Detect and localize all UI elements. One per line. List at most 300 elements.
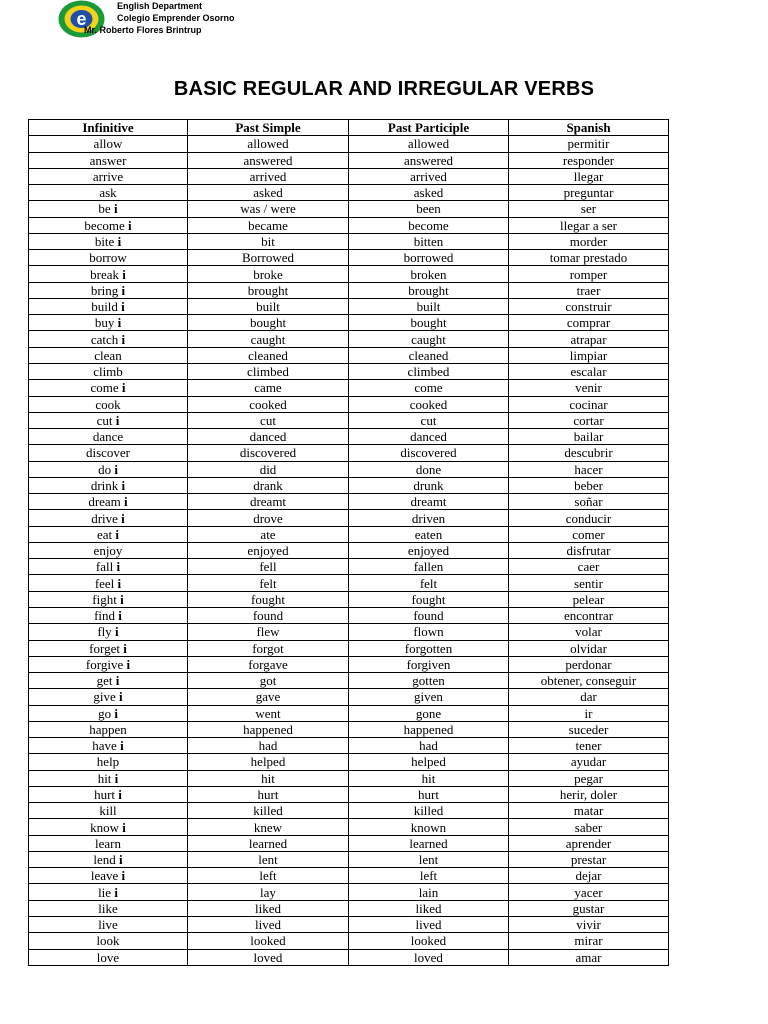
table-row: [29, 705, 669, 721]
infinitive-cell: [29, 770, 188, 786]
infinitive-cell: [29, 689, 188, 705]
past-simple-cell: helped: [188, 754, 349, 770]
past-simple-cell: cooked: [188, 396, 349, 412]
infinitive-cell: [29, 900, 188, 916]
infinitive-cell: [29, 250, 188, 266]
spanish-cell: beber: [509, 477, 669, 493]
table-row: [29, 949, 669, 965]
spanish-cell: dar: [509, 689, 669, 705]
irregular-marker: i: [116, 559, 121, 575]
table-row: [29, 494, 669, 510]
infinitive-text: hurt: [94, 787, 116, 803]
past-participle-cell: cut: [349, 412, 509, 428]
past-participle-cell: caught: [349, 331, 509, 347]
past-simple-cell: left: [188, 868, 349, 884]
infinitive-text: bite: [94, 233, 115, 249]
spanish-cell: comer: [509, 526, 669, 542]
past-participle-cell: learned: [349, 835, 509, 851]
past-simple-cell: went: [188, 705, 349, 721]
table-row: [29, 477, 669, 493]
spanish-cell: obtener, conseguir: [509, 673, 669, 689]
past-simple-cell: drank: [188, 477, 349, 493]
past-participle-cell: brought: [349, 282, 509, 298]
past-participle-cell: found: [349, 607, 509, 623]
past-participle-cell: gotten: [349, 673, 509, 689]
table-row: [29, 185, 669, 201]
spanish-cell: limpiar: [509, 347, 669, 363]
infinitive-text: borrow: [89, 250, 127, 266]
past-participle-cell: loved: [349, 949, 509, 965]
spanish-cell: vivir: [509, 917, 669, 933]
past-simple-cell: knew: [188, 819, 349, 835]
past-participle-cell: lent: [349, 851, 509, 867]
spanish-cell: hacer: [509, 461, 669, 477]
past-participle-cell: done: [349, 461, 509, 477]
past-simple-cell: bit: [188, 233, 349, 249]
past-simple-cell: gave: [188, 689, 349, 705]
infinitive-cell: [29, 754, 188, 770]
irregular-marker: i: [121, 510, 125, 526]
infinitive-text: discover: [85, 445, 131, 461]
infinitive-text: allow: [93, 136, 123, 152]
infinitive-cell: [29, 380, 188, 396]
irregular-marker: i: [119, 689, 123, 705]
past-simple-cell: lived: [188, 917, 349, 933]
past-participle-cell: become: [349, 217, 509, 233]
infinitive-text: leave: [90, 868, 119, 884]
past-simple-cell: killed: [188, 803, 349, 819]
spanish-cell: traer: [509, 282, 669, 298]
infinitive-text: do: [98, 461, 112, 477]
infinitive-text: become: [84, 217, 125, 233]
irregular-marker: i: [114, 461, 118, 477]
infinitive-cell: [29, 526, 188, 542]
table-row: [29, 738, 669, 754]
past-participle-cell: lain: [349, 884, 509, 900]
infinitive-cell: [29, 412, 188, 428]
infinitive-text: arrive: [92, 168, 124, 184]
infinitive-cell: [29, 331, 188, 347]
infinitive-cell: [29, 152, 188, 168]
irregular-marker: i: [118, 787, 122, 803]
table-row: [29, 656, 669, 672]
infinitive-text: dream: [88, 494, 121, 510]
irregular-marker: i: [126, 656, 131, 672]
spanish-cell: descubrir: [509, 445, 669, 461]
past-simple-cell: happened: [188, 721, 349, 737]
spanish-cell: romper: [509, 266, 669, 282]
infinitive-cell: [29, 624, 188, 640]
table-row: [29, 510, 669, 526]
infinitive-text: build: [91, 299, 118, 315]
infinitive-text: go: [98, 705, 112, 721]
table-row: [29, 266, 669, 282]
spanish-cell: herir, doler: [509, 786, 669, 802]
past-participle-cell: bitten: [349, 233, 509, 249]
infinitive-cell: [29, 298, 188, 314]
infinitive-text: get: [96, 673, 113, 689]
table-row: [29, 835, 669, 851]
infinitive-cell: [29, 803, 188, 819]
past-participle-cell: fought: [349, 591, 509, 607]
table-row: [29, 315, 669, 331]
infinitive-cell: [29, 477, 188, 493]
infinitive-cell: [29, 445, 188, 461]
infinitive-cell: [29, 656, 188, 672]
spanish-cell: disfrutar: [509, 542, 669, 558]
spanish-cell: saber: [509, 819, 669, 835]
irregular-marker: i: [114, 705, 118, 721]
infinitive-text: live: [98, 917, 118, 933]
infinitive-cell: [29, 575, 188, 591]
past-participle-cell: allowed: [349, 136, 509, 152]
irregular-marker: i: [121, 380, 126, 396]
past-simple-cell: enjoyed: [188, 542, 349, 558]
infinitive-text: cut: [96, 412, 113, 428]
infinitive-text: like: [98, 900, 118, 916]
infinitive-cell: [29, 559, 188, 575]
table-row: [29, 445, 669, 461]
infinitive-text: eat: [96, 526, 113, 542]
infinitive-text: kill: [99, 803, 117, 819]
past-participle-cell: arrived: [349, 168, 509, 184]
past-participle-cell: hit: [349, 770, 509, 786]
infinitive-text: drink: [90, 477, 119, 493]
infinitive-text: hit: [97, 770, 112, 786]
infinitive-cell: [29, 282, 188, 298]
table-row: [29, 868, 669, 884]
infinitive-cell: [29, 233, 188, 249]
past-simple-cell: found: [188, 607, 349, 623]
infinitive-cell: [29, 868, 188, 884]
infinitive-cell: [29, 185, 188, 201]
table-row: [29, 363, 669, 379]
table-row: [29, 689, 669, 705]
past-participle-cell: fallen: [349, 559, 509, 575]
infinitive-text: be: [98, 201, 111, 217]
table-row: [29, 542, 669, 558]
infinitive-cell: [29, 835, 188, 851]
past-simple-cell: came: [188, 380, 349, 396]
infinitive-text: dance: [92, 429, 124, 445]
past-simple-cell: caught: [188, 331, 349, 347]
table-row: [29, 233, 669, 249]
past-simple-cell: dreamt: [188, 494, 349, 510]
past-simple-cell: was / were: [188, 201, 349, 217]
spanish-cell: responder: [509, 152, 669, 168]
spanish-cell: ir: [509, 705, 669, 721]
table-row: [29, 575, 669, 591]
past-simple-cell: allowed: [188, 136, 349, 152]
irregular-marker: i: [115, 412, 120, 428]
table-row: [29, 851, 669, 867]
past-participle-cell: enjoyed: [349, 542, 509, 558]
table-row: [29, 412, 669, 428]
table-row: [29, 917, 669, 933]
table-row: [29, 298, 669, 314]
past-simple-cell: built: [188, 298, 349, 314]
infinitive-cell: [29, 673, 188, 689]
past-simple-cell: forgot: [188, 640, 349, 656]
infinitive-text: lend: [93, 852, 116, 868]
table-row: [29, 136, 669, 152]
infinitive-text: climb: [93, 364, 123, 380]
infinitive-text: know: [90, 819, 119, 835]
column-header-spanish: Spanish: [509, 120, 669, 136]
infinitive-cell: [29, 347, 188, 363]
irregular-marker: i: [120, 738, 124, 754]
past-simple-cell: learned: [188, 835, 349, 851]
past-participle-cell: borrowed: [349, 250, 509, 266]
past-simple-cell: looked: [188, 933, 349, 949]
infinitive-cell: [29, 705, 188, 721]
infinitive-cell: [29, 819, 188, 835]
past-participle-cell: danced: [349, 429, 509, 445]
column-header-infinitive: Infinitive: [29, 120, 188, 136]
irregular-marker: i: [117, 315, 122, 331]
infinitive-cell: [29, 461, 188, 477]
infinitive-cell: [29, 315, 188, 331]
past-participle-cell: been: [349, 201, 509, 217]
infinitive-cell: [29, 721, 188, 737]
infinitive-text: find: [94, 608, 116, 624]
infinitive-cell: [29, 542, 188, 558]
irregular-marker: i: [124, 494, 128, 510]
irregular-marker: i: [118, 608, 122, 624]
infinitive-text: buy: [94, 315, 115, 331]
spanish-cell: pelear: [509, 591, 669, 607]
spanish-cell: conducir: [509, 510, 669, 526]
infinitive-cell: [29, 640, 188, 656]
past-participle-cell: known: [349, 819, 509, 835]
past-simple-cell: became: [188, 217, 349, 233]
department-label: English Department: [117, 1, 203, 11]
spanish-cell: llegar a ser: [509, 217, 669, 233]
past-simple-cell: asked: [188, 185, 349, 201]
table-row: [29, 624, 669, 640]
irregular-marker: i: [123, 640, 127, 656]
spanish-cell: construir: [509, 298, 669, 314]
past-simple-cell: lent: [188, 851, 349, 867]
past-participle-cell: gone: [349, 705, 509, 721]
infinitive-text: fight: [92, 591, 117, 607]
infinitive-cell: [29, 396, 188, 412]
infinitive-cell: [29, 201, 188, 217]
table-row: [29, 168, 669, 184]
table-row: [29, 347, 669, 363]
infinitive-text: forget: [89, 640, 120, 656]
spanish-cell: ser: [509, 201, 669, 217]
spanish-cell: bailar: [509, 429, 669, 445]
irregular-marker: i: [115, 673, 120, 689]
past-simple-cell: loved: [188, 949, 349, 965]
irregular-marker: i: [122, 819, 126, 835]
past-participle-cell: liked: [349, 900, 509, 916]
table-row: [29, 429, 669, 445]
irregular-marker: i: [121, 282, 126, 298]
spanish-cell: preguntar: [509, 185, 669, 201]
past-simple-cell: discovered: [188, 445, 349, 461]
spanish-cell: atrapar: [509, 331, 669, 347]
table-body: [29, 136, 669, 966]
table-row: [29, 282, 669, 298]
infinitive-cell: [29, 168, 188, 184]
past-participle-cell: climbed: [349, 363, 509, 379]
past-simple-cell: answered: [188, 152, 349, 168]
past-participle-cell: come: [349, 380, 509, 396]
irregular-marker: i: [120, 591, 124, 607]
school-name: Colegio Emprender Osorno: [117, 13, 235, 23]
infinitive-text: look: [96, 933, 120, 949]
spanish-cell: suceder: [509, 721, 669, 737]
infinitive-text: happen: [89, 721, 127, 737]
infinitive-text: help: [96, 754, 120, 770]
spanish-cell: dejar: [509, 868, 669, 884]
infinitive-cell: [29, 949, 188, 965]
irregular-marker: i: [114, 884, 118, 900]
past-participle-cell: killed: [349, 803, 509, 819]
irregular-marker: i: [121, 299, 125, 315]
past-simple-cell: hit: [188, 770, 349, 786]
table-header-row: [29, 120, 669, 136]
past-simple-cell: flew: [188, 624, 349, 640]
spanish-cell: amar: [509, 949, 669, 965]
past-simple-cell: fought: [188, 591, 349, 607]
past-participle-cell: cooked: [349, 396, 509, 412]
spanish-cell: encontrar: [509, 607, 669, 623]
table-row: [29, 461, 669, 477]
past-simple-cell: liked: [188, 900, 349, 916]
infinitive-text: answer: [89, 152, 127, 168]
table-row: [29, 396, 669, 412]
infinitive-cell: [29, 217, 188, 233]
infinitive-text: enjoy: [93, 543, 123, 559]
past-simple-cell: danced: [188, 429, 349, 445]
table-row: [29, 250, 669, 266]
infinitive-text: drive: [91, 510, 118, 526]
spanish-cell: permitir: [509, 136, 669, 152]
spanish-cell: mirar: [509, 933, 669, 949]
past-participle-cell: bought: [349, 315, 509, 331]
spanish-cell: caer: [509, 559, 669, 575]
past-participle-cell: had: [349, 738, 509, 754]
past-participle-cell: felt: [349, 575, 509, 591]
infinitive-cell: [29, 494, 188, 510]
spanish-cell: cortar: [509, 412, 669, 428]
spanish-cell: yacer: [509, 884, 669, 900]
past-simple-cell: forgave: [188, 656, 349, 672]
past-participle-cell: dreamt: [349, 494, 509, 510]
spanish-cell: gustar: [509, 900, 669, 916]
table-row: [29, 201, 669, 217]
spanish-cell: ayudar: [509, 754, 669, 770]
infinitive-text: learn: [95, 835, 121, 851]
table-row: [29, 591, 669, 607]
table-row: [29, 786, 669, 802]
spanish-cell: tomar prestado: [509, 250, 669, 266]
table-row: [29, 819, 669, 835]
past-participle-cell: looked: [349, 933, 509, 949]
infinitive-text: love: [96, 949, 120, 965]
past-simple-cell: felt: [188, 575, 349, 591]
infinitive-text: ask: [99, 185, 117, 201]
infinitive-cell: [29, 136, 188, 152]
infinitive-text: break: [90, 266, 119, 282]
irregular-marker: i: [128, 217, 132, 233]
table-row: [29, 803, 669, 819]
spanish-cell: aprender: [509, 835, 669, 851]
spanish-cell: llegar: [509, 168, 669, 184]
spanish-cell: soñar: [509, 494, 669, 510]
table-row: [29, 152, 669, 168]
verbs-table: [28, 119, 669, 966]
past-participle-cell: discovered: [349, 445, 509, 461]
past-simple-cell: drove: [188, 510, 349, 526]
spanish-cell: tener: [509, 738, 669, 754]
past-simple-cell: cleaned: [188, 347, 349, 363]
past-participle-cell: left: [349, 868, 509, 884]
past-participle-cell: flown: [349, 624, 509, 640]
past-participle-cell: eaten: [349, 526, 509, 542]
page-title: BASIC REGULAR AND IRREGULAR VERBS: [173, 78, 595, 100]
irregular-marker: i: [121, 477, 126, 493]
past-simple-cell: cut: [188, 412, 349, 428]
past-simple-cell: Borrowed: [188, 250, 349, 266]
past-participle-cell: helped: [349, 754, 509, 770]
infinitive-text: feel: [94, 575, 115, 591]
irregular-marker: i: [114, 770, 119, 786]
infinitive-cell: [29, 510, 188, 526]
irregular-marker: i: [121, 868, 126, 884]
infinitive-cell: [29, 429, 188, 445]
table-row: [29, 640, 669, 656]
past-simple-cell: brought: [188, 282, 349, 298]
infinitive-cell: [29, 591, 188, 607]
infinitive-text: lie: [98, 884, 112, 900]
spanish-cell: escalar: [509, 363, 669, 379]
past-participle-cell: cleaned: [349, 347, 509, 363]
irregular-marker: i: [115, 526, 120, 542]
infinitive-cell: [29, 786, 188, 802]
infinitive-text: have: [92, 738, 117, 754]
spanish-cell: olvidar: [509, 640, 669, 656]
past-simple-cell: did: [188, 461, 349, 477]
spanish-cell: pegar: [509, 770, 669, 786]
spanish-cell: comprar: [509, 315, 669, 331]
infinitive-cell: [29, 607, 188, 623]
spanish-cell: perdonar: [509, 656, 669, 672]
infinitive-text: fall: [95, 559, 114, 575]
infinitive-cell: [29, 738, 188, 754]
past-participle-cell: forgotten: [349, 640, 509, 656]
infinitive-text: forgive: [85, 656, 124, 672]
past-participle-cell: asked: [349, 185, 509, 201]
past-simple-cell: fell: [188, 559, 349, 575]
past-simple-cell: ate: [188, 526, 349, 542]
past-simple-cell: broke: [188, 266, 349, 282]
infinitive-text: catch: [90, 331, 119, 347]
past-participle-cell: given: [349, 689, 509, 705]
past-participle-cell: hurt: [349, 786, 509, 802]
past-simple-cell: lay: [188, 884, 349, 900]
table-row: [29, 217, 669, 233]
past-simple-cell: had: [188, 738, 349, 754]
irregular-marker: i: [117, 233, 122, 249]
infinitive-cell: [29, 363, 188, 379]
past-participle-cell: built: [349, 298, 509, 314]
table-row: [29, 770, 669, 786]
past-participle-cell: answered: [349, 152, 509, 168]
